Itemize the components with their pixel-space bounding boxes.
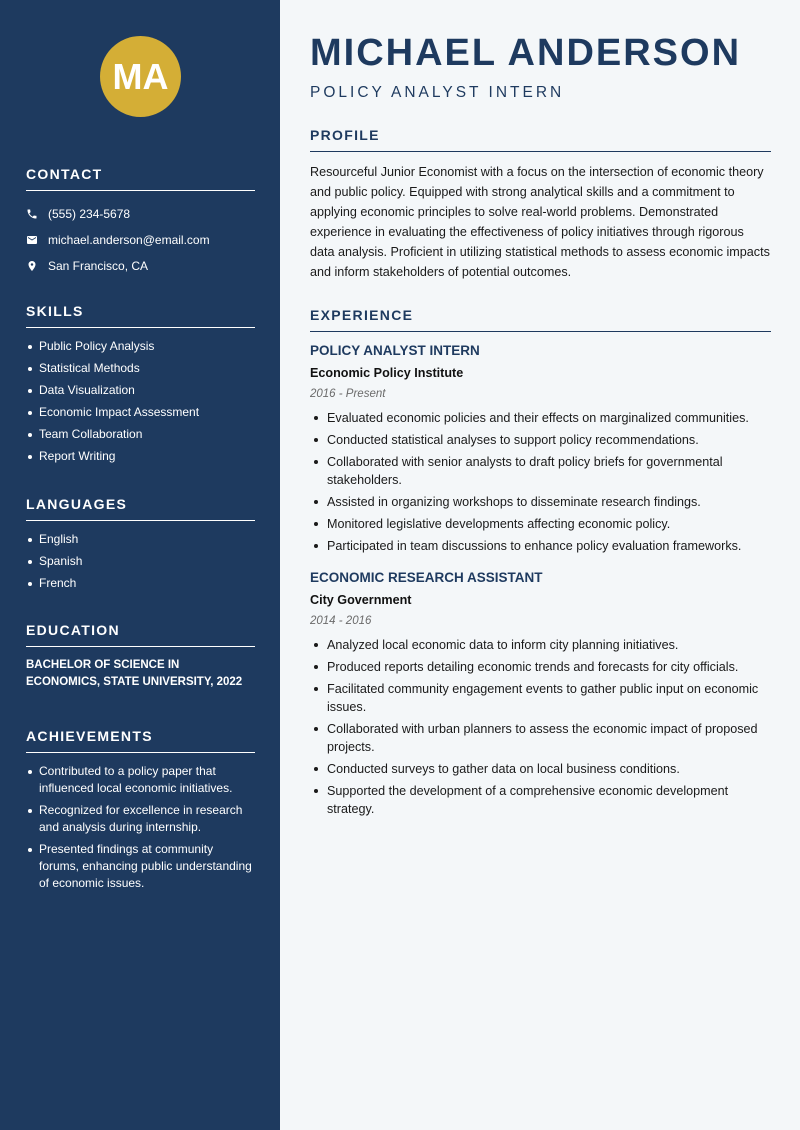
- job-bullet: Produced reports detailing economic trends and forecasts for city officials.: [310, 658, 771, 676]
- languages-list: [26, 531, 255, 592]
- achievements-heading: ACHIEVEMENTS: [26, 728, 255, 753]
- languages-heading: LANGUAGES: [26, 496, 255, 521]
- job-bullet: Conducted surveys to gather data on local business conditions.: [310, 760, 771, 778]
- job-bullet: Analyzed local economic data to inform city planning initiatives.: [310, 636, 771, 654]
- experience-section: [310, 307, 771, 832]
- profile-section: [310, 127, 771, 282]
- job-bullet: Conducted statistical analyses to support policy recommendations.: [310, 431, 771, 449]
- skill-item: Data Visualization: [26, 382, 255, 399]
- language-item: Spanish: [26, 553, 255, 570]
- job-bullets: [310, 409, 771, 555]
- education-section: [26, 622, 255, 691]
- skill-item: Economic Impact Assessment: [26, 404, 255, 421]
- profile-text: Resourceful Junior Economist with a focus on the intersection of economic theory and public policy. Equipped with strong analytical skills and a commitment to applying economic principles to solve real-world problems. Demonstrated experience in evaluating the effectiveness of policy initiatives through rigorous data analysis. Proficient in utilizing statistical methods to assess economic impacts and inform stakeholders of potential outcomes.: [310, 165, 770, 279]
- job-title: POLICY ANALYST INTERN: [310, 343, 480, 358]
- languages-section: [26, 496, 255, 597]
- education-degree: BACHELOR OF SCIENCE IN ECONOMICS, STATE UNIVERSITY, 2022: [26, 659, 243, 688]
- job-company: Economic Policy Institute: [310, 366, 464, 380]
- job-title: ECONOMIC RESEARCH ASSISTANT: [310, 570, 543, 585]
- avatar: MA: [100, 36, 181, 117]
- job-bullet: Monitored legislative developments affecting economic policy.: [310, 515, 771, 533]
- skills-heading: SKILLS: [26, 303, 255, 328]
- location-pin-icon: [26, 260, 38, 272]
- profile-heading: PROFILE: [310, 127, 771, 152]
- job-entry: [310, 569, 771, 818]
- phone-icon: [26, 208, 38, 220]
- job-entry: [310, 342, 771, 555]
- skills-section: [26, 303, 255, 470]
- job-bullet: Supported the development of a comprehensive economic development strategy.: [310, 782, 771, 818]
- job-dates: 2014 - 2016: [310, 615, 372, 627]
- contact-email: [26, 227, 255, 253]
- contact-section: [26, 166, 255, 279]
- contact-location: [26, 253, 255, 279]
- achievement-item: Presented findings at community forums, enhancing public understanding of economic issues.: [26, 841, 255, 892]
- skill-item: Report Writing: [26, 448, 255, 465]
- language-item: English: [26, 531, 255, 548]
- achievement-item: Contributed to a policy paper that influenced local economic initiatives.: [26, 763, 255, 797]
- skills-list: [26, 338, 255, 465]
- skill-item: Statistical Methods: [26, 360, 255, 377]
- job-bullet: Participated in team discussions to enhance policy evaluation frameworks.: [310, 537, 771, 555]
- achievements-section: [26, 728, 255, 897]
- job-bullet: Facilitated community engagement events to gather public input on economic issues.: [310, 680, 771, 716]
- job-dates: 2016 - Present: [310, 388, 386, 400]
- candidate-name: MICHAEL ANDERSON: [310, 32, 742, 74]
- email-icon: [26, 234, 38, 246]
- email-text: michael.anderson@email.com: [48, 233, 210, 247]
- experience-heading: EXPERIENCE: [310, 307, 771, 332]
- job-bullets: [310, 636, 771, 818]
- skill-item: Team Collaboration: [26, 426, 255, 443]
- candidate-role: POLICY ANALYST INTERN: [310, 84, 565, 101]
- skill-item: Public Policy Analysis: [26, 338, 255, 355]
- location-text: San Francisco, CA: [48, 259, 149, 273]
- phone-text: (555) 234-5678: [48, 207, 131, 221]
- job-bullet: Assisted in organizing workshops to disseminate research findings.: [310, 493, 771, 511]
- job-company: City Government: [310, 593, 412, 607]
- contact-phone: [26, 201, 255, 227]
- achievement-item: Recognized for excellence in research and analysis during internship.: [26, 802, 255, 836]
- education-heading: EDUCATION: [26, 622, 255, 647]
- job-bullet: Collaborated with senior analysts to draft policy briefs for governmental stakeholders.: [310, 453, 771, 489]
- language-item: French: [26, 575, 255, 592]
- job-bullet: Collaborated with urban planners to assess the economic impact of proposed projects.: [310, 720, 771, 756]
- sidebar: [0, 0, 280, 1130]
- achievements-list: [26, 763, 255, 892]
- job-bullet: Evaluated economic policies and their effects on marginalized communities.: [310, 409, 771, 427]
- contact-heading: CONTACT: [26, 166, 255, 191]
